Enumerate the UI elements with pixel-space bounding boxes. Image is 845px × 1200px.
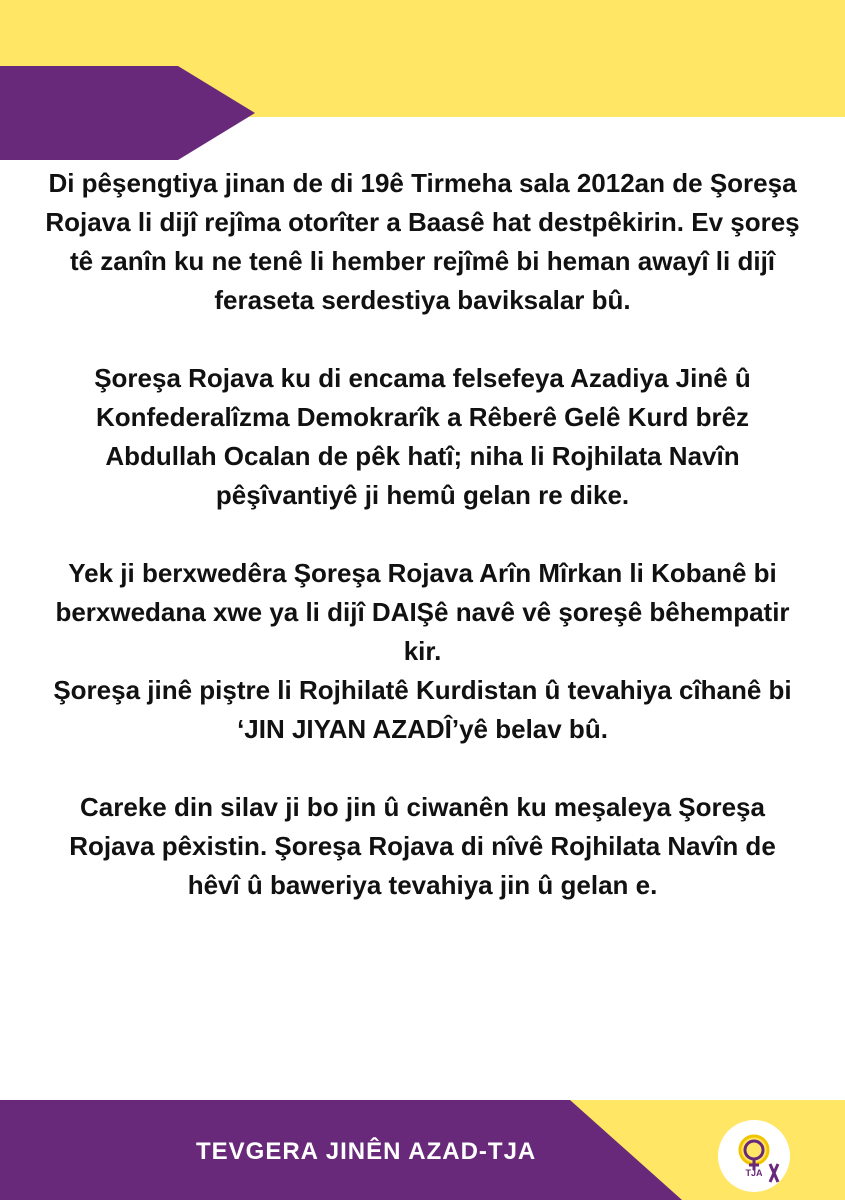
paragraph-1: Di pêşengtiya jinan de di 19ê Tirmeha sala 2012an de Şoreşa Rojava li dijî rejîma otorîter a Baasê hat destpêkirin. Ev şoreş tê zanîn ku ne tenê li hember rejîmê bi heman awayî li dijî feraseta serdestiya baviksalar bû.: [45, 168, 800, 315]
paragraph-4: Şoreşa jinê piştre li Rojhilatê Kurdistan û tevahiya cîhanê bi ‘JIN JIYAN AZADÎ’yê belav bû.: [53, 675, 792, 744]
paragraph-3: Yek ji berxwedêra Şoreşa Rojava Arîn Mîrkan li Kobanê bi berxwedana xwe ya li dijî DAIŞê navê vê şoreşê bêhempatir kir.: [55, 558, 790, 666]
paragraph-2: Şoreşa Rojava ku di encama felsefeya Azadiya Jinê û Konfederalîzma Demokrarîk a Rêberê Gelê Kurd brêz Abdullah Ocalan de pêk hatî; niha li Rojhilata Navîn pêşîvantiyê ji hemû gelan re dike.: [94, 363, 751, 510]
footer-title: TEVGERA JINÊN AZAD-TJA: [196, 1138, 537, 1165]
logo-label: TJA: [745, 1168, 763, 1178]
tja-logo-icon: [718, 1120, 790, 1192]
statement-body: [40, 164, 805, 944]
paragraph-5: Careke din silav ji bo jin û ciwanên ku meşaleya Şoreşa Rojava pêxistin. Şoreşa Rojava di nîvê Rojhilata Navîn de hêvî û baweriya tevahiya jin û gelan e.: [69, 792, 776, 900]
tja-logo: [718, 1120, 790, 1192]
